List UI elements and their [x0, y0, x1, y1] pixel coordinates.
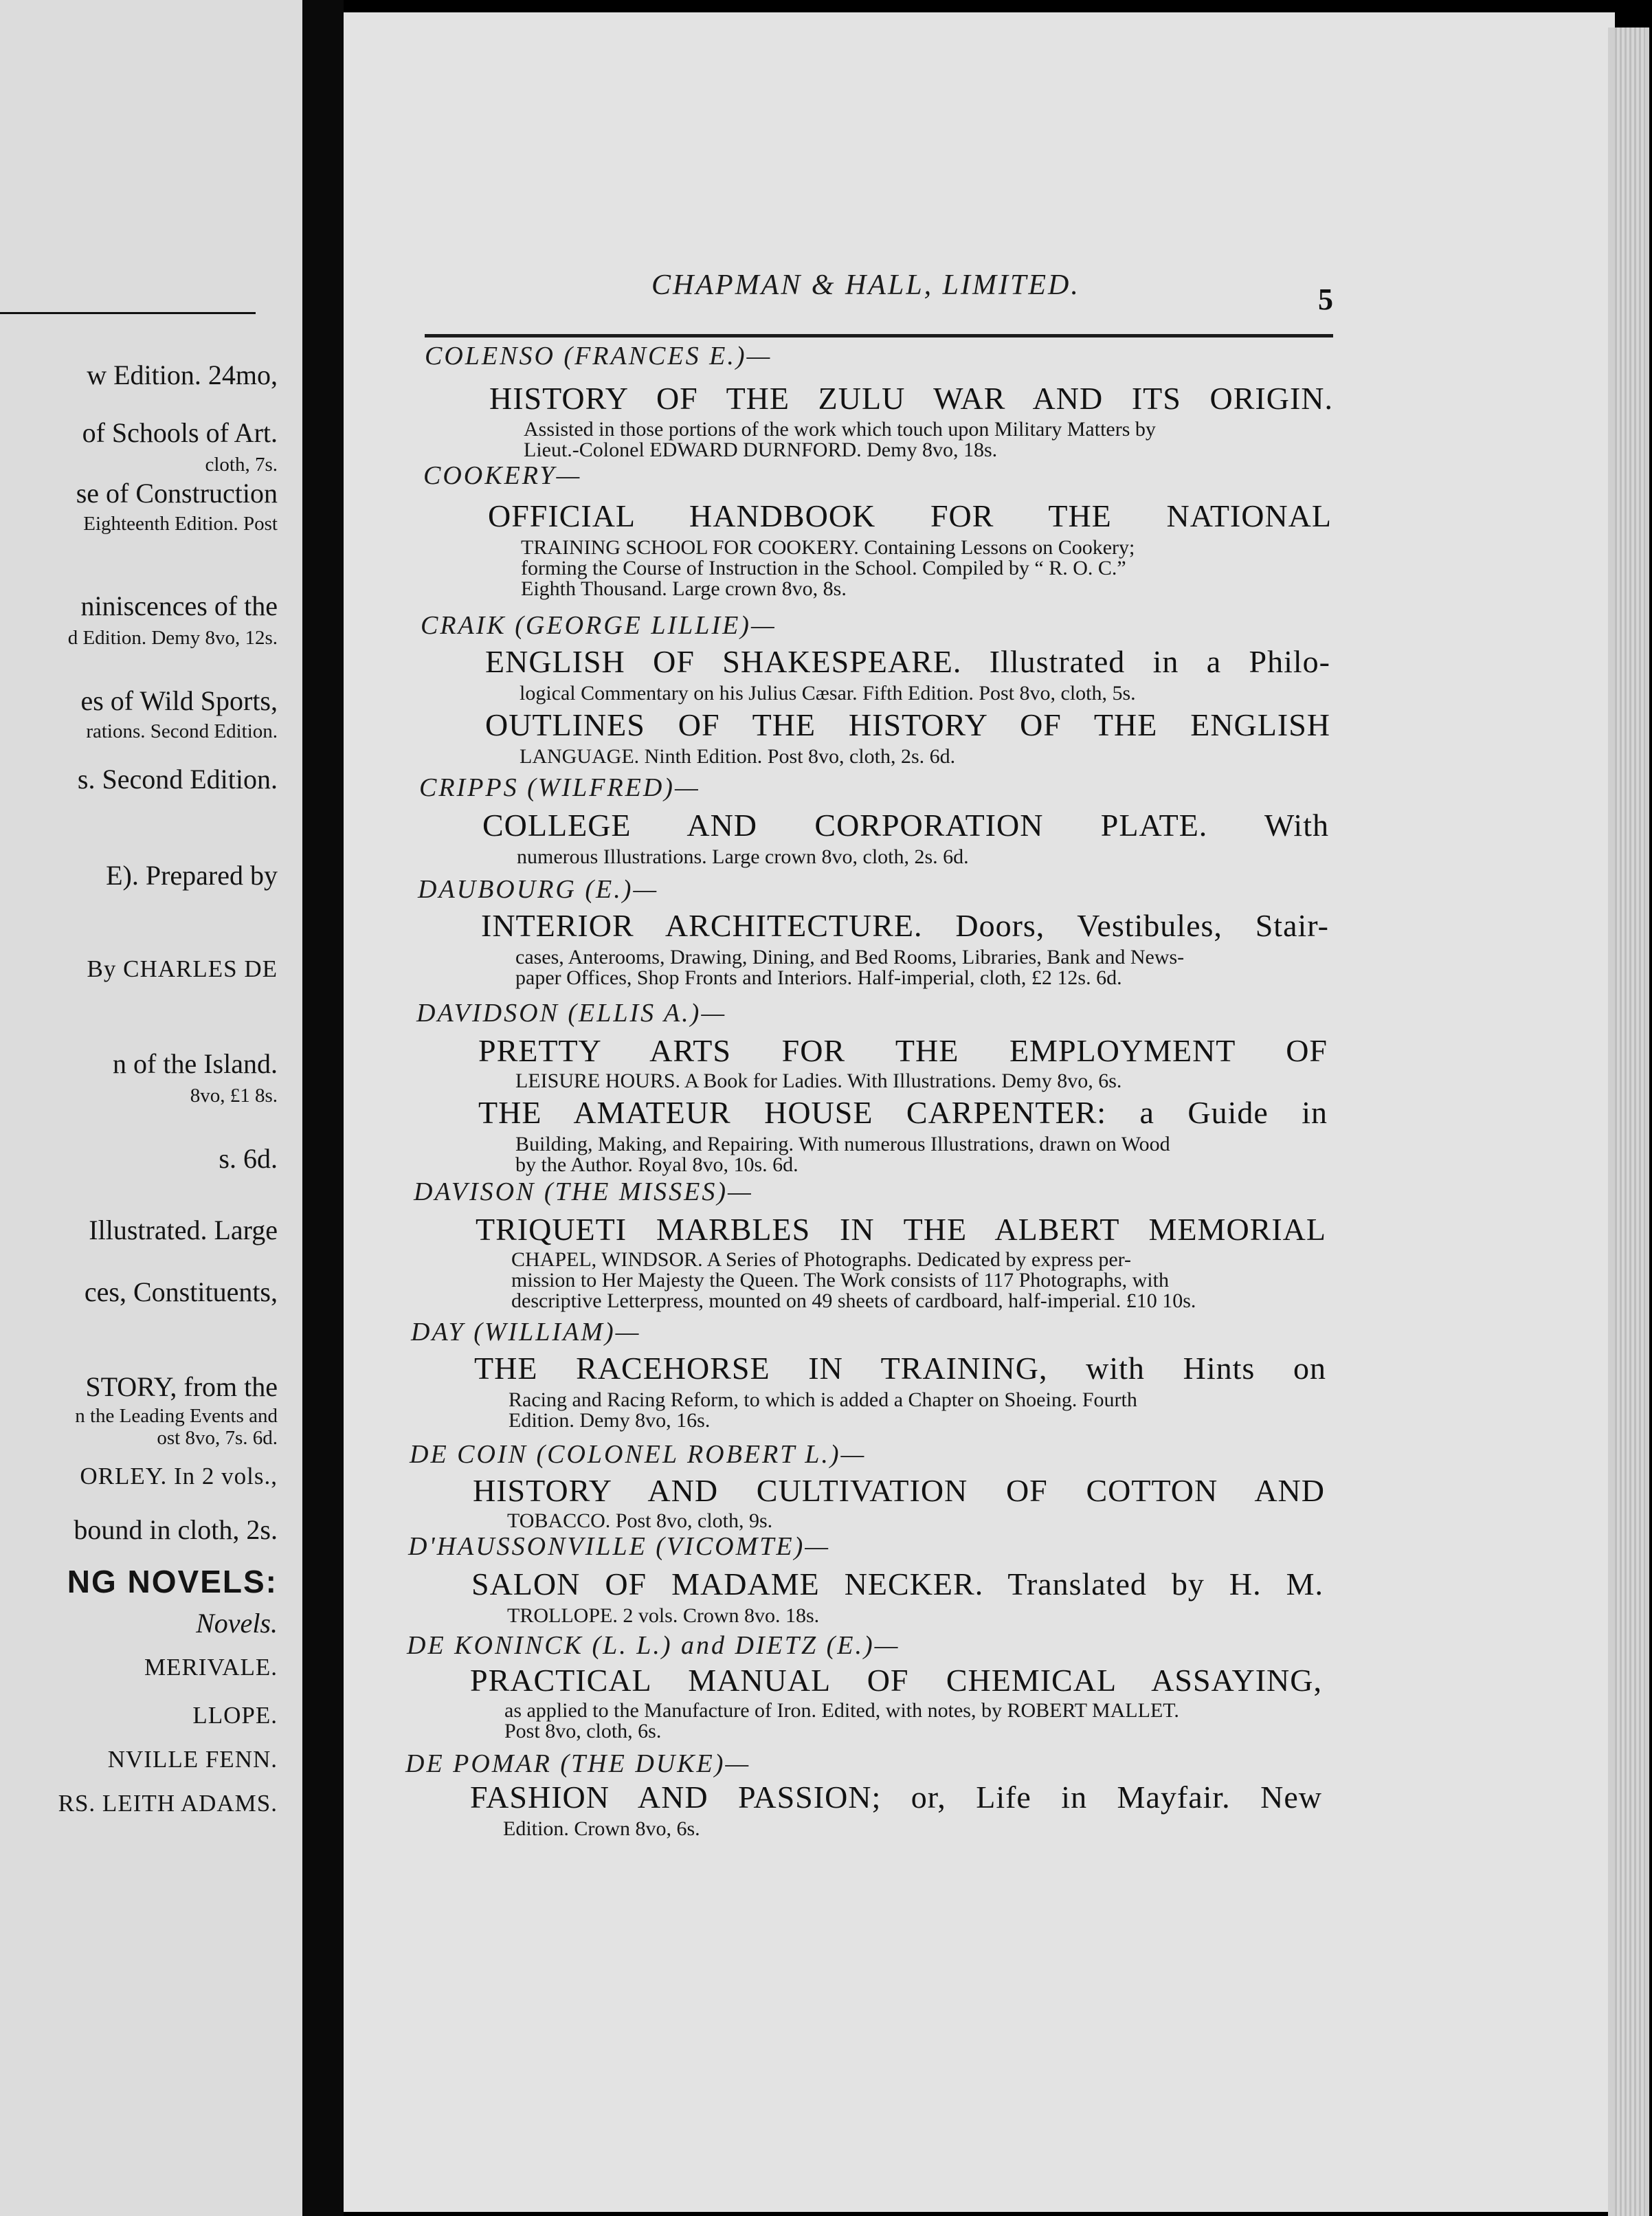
work-description-line: LEISURE HOURS. A Book for Ladies. With Illustrations. Demy 8vo, 6s. — [515, 1070, 1122, 1092]
previous-page-line: Eighteenth Edition. Post — [83, 513, 278, 535]
work-description-line: logical Commentary on his Julius Cæsar. Fifth Edition. Post 8vo, cloth, 5s. — [520, 682, 1136, 705]
previous-page-line: ces, Constituents, — [84, 1276, 278, 1307]
previous-page-line: By CHARLES DE — [87, 955, 278, 982]
work-description — [509, 1390, 1137, 1431]
work-title — [482, 807, 1329, 843]
previous-page-line: 8vo, £1 8s. — [190, 1085, 278, 1107]
catalogue-page — [344, 12, 1615, 2212]
work-description — [507, 1606, 819, 1626]
work-description — [507, 1511, 772, 1531]
previous-page-line: n the Leading Events and — [75, 1405, 278, 1427]
previous-page-line: LLOPE. — [192, 1702, 278, 1729]
work-title — [471, 1566, 1324, 1602]
entry-author: COOKERY— — [423, 461, 582, 490]
running-head: CHAPMAN & HALL, LIMITED. — [651, 269, 1080, 301]
previous-page-line: Illustrated. Large — [89, 1215, 278, 1245]
work-description-line: by the Author. Royal 8vo, 10s. 6d. — [515, 1153, 799, 1176]
work-description-line: Lieut.-Colonel EDWARD DURNFORD. Demy 8vo, 18s. — [524, 439, 998, 461]
work-title-line: INTERIOR ARCHITECTURE. Doors, Vestibules, Stair- — [481, 908, 1329, 943]
work-description — [515, 1071, 1121, 1092]
work-description-line: Assisted in those portions of the work which touch upon Military Matters by — [524, 418, 1156, 441]
work-description-line: Post 8vo, cloth, 6s. — [504, 1720, 662, 1742]
previous-page-line: se of Construction — [76, 478, 278, 509]
previous-page-line: ost 8vo, 7s. 6d. — [157, 1427, 278, 1449]
entry-author: CRIPPS (WILFRED)— — [419, 773, 700, 802]
work-description — [520, 683, 1136, 704]
work-description-line: Edition. Demy 8vo, 16s. — [509, 1409, 711, 1432]
entry-author: DAUBOURG (E.)— — [418, 875, 659, 904]
work-description-line: CHAPEL, WINDSOR. A Series of Photographs. Dedicated by express per- — [511, 1248, 1132, 1271]
entry-author: DE KONINCK (L. L.) and DIETZ (E.)— — [407, 1631, 900, 1660]
work-title-line: OUTLINES OF THE HISTORY OF THE ENGLISH — [485, 707, 1330, 742]
work-title — [485, 707, 1330, 743]
work-title-line: THE RACEHORSE IN TRAINING, with Hints on — [474, 1351, 1326, 1386]
work-description — [503, 1819, 700, 1839]
work-title — [485, 643, 1330, 680]
work-title — [481, 907, 1329, 944]
work-description — [520, 746, 955, 767]
previous-page-line: bound in cloth, 2s. — [74, 1514, 278, 1545]
work-title-line: ENGLISH OF SHAKESPEARE. Illustrated in a Philo- — [485, 644, 1330, 679]
work-description — [517, 847, 969, 867]
work-description — [515, 947, 1184, 988]
previous-page-rule — [0, 312, 256, 314]
work-title — [476, 1211, 1326, 1248]
work-description-line: descriptive Letterpress, mounted on 49 sheets of cardboard, half-imperial. £10 10s. — [511, 1289, 1196, 1312]
work-description-line: TRAINING SCHOOL FOR COOKERY. Containing Lessons on Cookery; — [521, 536, 1135, 559]
previous-page-line: es of Wild Sports, — [80, 685, 278, 716]
previous-page-line: E). Prepared by — [106, 860, 278, 891]
entry-author: DAVIDSON (ELLIS A.)— — [416, 999, 727, 1028]
entry-author: DE COIN (COLONEL ROBERT L.)— — [410, 1440, 867, 1469]
work-title — [489, 380, 1333, 417]
work-description-line: TROLLOPE. 2 vols. Crown 8vo. 18s. — [507, 1604, 820, 1627]
work-description-line: Racing and Racing Reform, to which is added a Chapter on Shoeing. Fourth — [509, 1388, 1137, 1411]
previous-page-line: d Edition. Demy 8vo, 12s. — [67, 627, 278, 649]
previous-page-line: NG NOVELS: — [67, 1564, 278, 1599]
entry-author: DAY (WILLIAM)— — [411, 1318, 641, 1347]
work-description-line: paper Offices, Shop Fronts and Interiors. Half-imperial, cloth, £2 12s. 6d. — [515, 966, 1122, 989]
work-title-line: HISTORY OF THE ZULU WAR AND ITS ORIGIN. — [489, 381, 1333, 416]
previous-page-line: s. 6d. — [219, 1143, 278, 1174]
work-description-line: Building, Making, and Repairing. With numerous Illustrations, drawn on Wood — [515, 1133, 1170, 1155]
previous-page-line: cloth, 7s. — [205, 454, 278, 476]
work-title-line: FASHION AND PASSION; or, Life in Mayfair. New — [470, 1780, 1322, 1815]
entry-author: D'HAUSSONVILLE (VICOMTE)— — [408, 1532, 831, 1561]
previous-page-line: s. Second Edition. — [77, 764, 278, 795]
work-title — [478, 1094, 1328, 1131]
previous-page-line: MERIVALE. — [144, 1654, 278, 1681]
page-number: 5 — [1318, 282, 1333, 316]
previous-page-line: ORLEY. In 2 vols., — [80, 1463, 278, 1489]
work-description-line: Edition. Crown 8vo, 6s. — [503, 1817, 700, 1840]
work-title-line: OFFICIAL HANDBOOK FOR THE NATIONAL — [488, 498, 1332, 533]
previous-page-line: niniscences of the — [80, 590, 278, 621]
work-title-line: PRETTY ARTS FOR THE EMPLOYMENT OF — [478, 1033, 1328, 1068]
work-title-line: SALON OF MADAME NECKER. Translated by H. M. — [471, 1566, 1324, 1602]
work-description-line: as applied to the Manufacture of Iron. Edited, with notes, by ROBERT MALLET. — [504, 1699, 1179, 1722]
work-title-line: PRACTICAL MANUAL OF CHEMICAL ASSAYING, — [470, 1663, 1322, 1698]
work-description-line: TOBACCO. Post 8vo, cloth, 9s. — [507, 1509, 773, 1532]
previous-page-line: STORY, from the — [85, 1371, 278, 1402]
page-edge-stack — [1615, 27, 1645, 2216]
previous-page-line: n of the Island. — [113, 1048, 278, 1079]
work-description-line: mission to Her Majesty the Queen. The Work consists of 117 Photographs, with — [511, 1269, 1169, 1292]
work-description — [511, 1250, 1196, 1311]
work-description — [524, 419, 1156, 461]
entry-author: CRAIK (GEORGE LILLIE)— — [421, 611, 777, 640]
work-description-line: forming the Course of Instruction in the School. Compiled by “ R. O. C.” — [521, 557, 1126, 579]
work-title — [474, 1350, 1326, 1386]
previous-page-line: of Schools of Art. — [82, 417, 278, 448]
work-title — [488, 498, 1332, 534]
previous-page-line: rations. Second Edition. — [86, 720, 278, 742]
work-description-line: LANGUAGE. Ninth Edition. Post 8vo, cloth, 2s. 6d. — [520, 745, 956, 768]
work-description — [504, 1700, 1179, 1742]
previous-page-strip — [0, 0, 302, 2216]
work-title-line: COLLEGE AND CORPORATION PLATE. With — [482, 808, 1329, 843]
work-title — [473, 1472, 1325, 1509]
previous-page-line: NVILLE FENN. — [107, 1746, 278, 1773]
entry-author: DAVISON (THE MISSES)— — [414, 1177, 753, 1206]
work-title — [478, 1032, 1328, 1069]
work-title — [470, 1662, 1322, 1698]
work-title-line: TRIQUETI MARBLES IN THE ALBERT MEMORIAL — [476, 1212, 1326, 1247]
work-title — [470, 1779, 1322, 1815]
book-gutter — [302, 0, 344, 2216]
work-title-line: HISTORY AND CULTIVATION OF COTTON AND — [473, 1473, 1325, 1508]
work-description — [521, 538, 1135, 599]
work-description-line: numerous Illustrations. Large crown 8vo, cloth, 2s. 6d. — [517, 845, 969, 868]
entry-author: DE POMAR (THE DUKE)— — [405, 1749, 751, 1778]
header-rule — [425, 334, 1333, 337]
work-title-line: THE AMATEUR HOUSE CARPENTER: a Guide in — [478, 1095, 1328, 1130]
work-description-line: cases, Anterooms, Drawing, Dining, and Bed Rooms, Libraries, Bank and News- — [515, 946, 1185, 968]
work-description — [515, 1134, 1170, 1175]
previous-page-line: RS. LEITH ADAMS. — [58, 1790, 278, 1817]
entry-author: COLENSO (FRANCES E.)— — [425, 342, 772, 370]
work-description-line: Eighth Thousand. Large crown 8vo, 8s. — [521, 577, 847, 600]
previous-page-line: w Edition. 24mo, — [87, 359, 278, 390]
previous-page-line: Novels. — [196, 1608, 278, 1639]
